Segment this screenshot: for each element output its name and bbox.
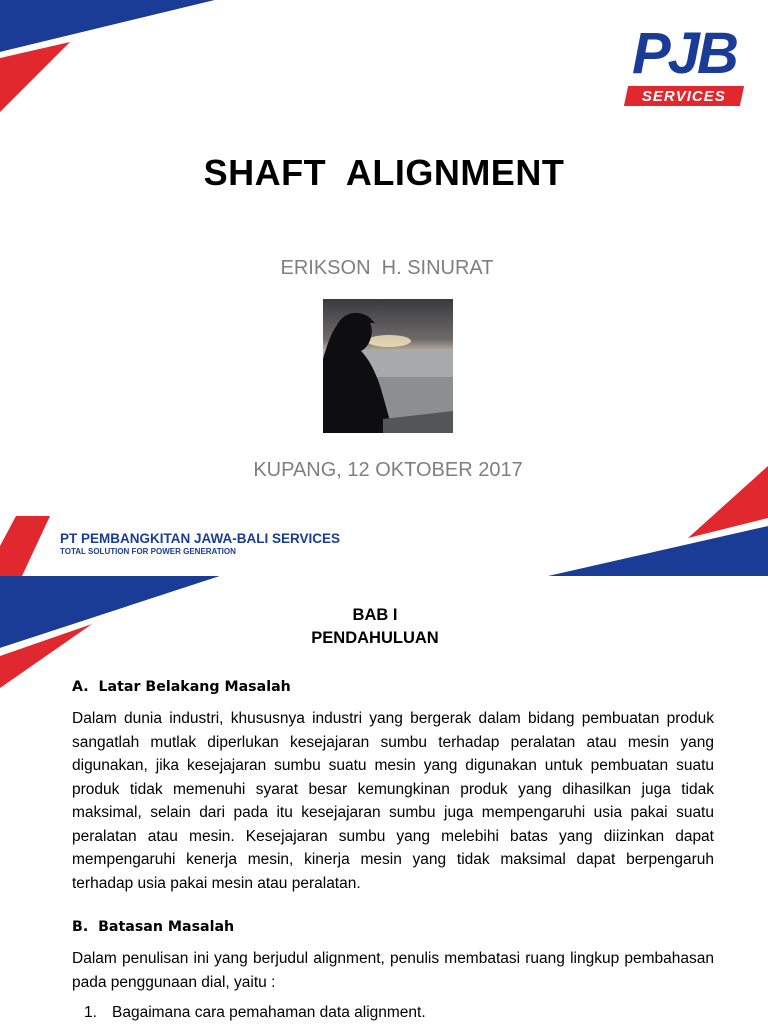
top-left-swoosh [0,0,230,115]
list-number: 1. [84,1004,97,1021]
list-text: Bagaimana cara pemahaman data alignment. [112,1004,426,1021]
company-block [60,531,340,557]
section-a-heading: A. Latar Belakang Masalah [72,679,291,695]
chapter-heading [0,604,750,650]
document-page [0,576,768,1024]
section-a-paragraph: Dalam dunia industri, khususnya industri yang bergerak dalam bidang pembuatan produk sangatlah mutlak diperlukan kesejajaran sumbu terhadap peralatan atau mesin yang digunakan, jika kesejajaran sumbu suatu mesin yang digunakan untuk pembuatan suatu produk tidak memenuhi syarat besar kemungkinan produk yang dihasilkan juga tidak maksimal, selain dari pada itu kesejajaran sumbu juga mempengaruhi usia pakai suatu peralatan atau mesin. Kesejajaran sumbu yang melebihi batas yang diizinkan dapat mempengaruhi kenerja mesin, kinerja mesin yang tidak maksimal dapat berpengaruh terhadap usia pakai mesin atau peralatan. [72,710,714,892]
bottom-left-swoosh [0,516,60,576]
slide-title: SHAFT ALIGNMENT [203,152,565,193]
bottom-right-swoosh [538,466,768,576]
list-item [84,1004,426,1022]
pjb-services-logo: PJB SERVICES [626,22,748,110]
section-b-paragraph: Dalam penulisan ini yang berjudul alignment, penulis membatasi ruang lingkup pembahasan pada penggunaan dial, yaitu : [72,950,714,991]
place-date: KUPANG, 12 OKTOBER 2017 [253,459,523,481]
section-b-heading: B. Batasan Masalah [72,919,235,935]
company-name: PT PEMBANGKITAN JAWA-BALI SERVICES [60,531,341,546]
chapter-number: BAB I [352,606,398,624]
company-tagline: TOTAL SOLUTION FOR POWER GENERATION [60,547,236,556]
chapter-title: PENDAHULUAN [311,629,439,647]
author-photo [323,299,453,433]
author-name: ERIKSON H. SINURAT [280,257,494,279]
